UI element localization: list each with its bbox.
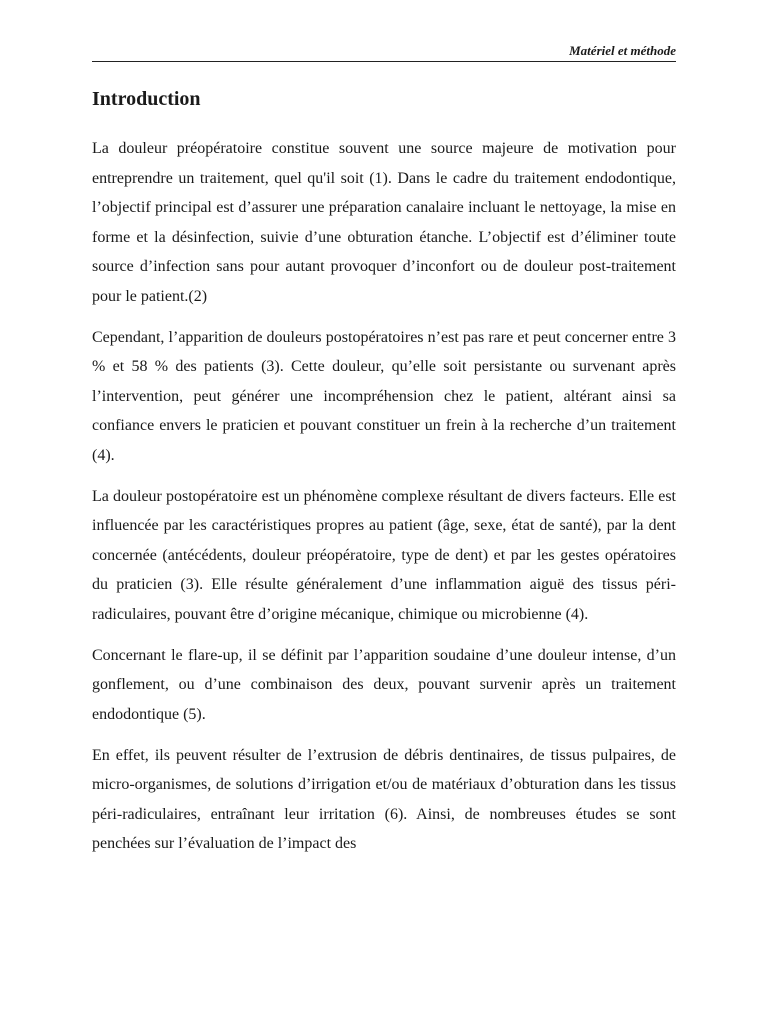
running-header: Matériel et méthode <box>92 42 676 62</box>
paragraph-extrusion: En effet, ils peuvent résulter de l’extrusion de débris dentinaires, de tissus pulpaires, de micro-organismes, de solutions d’irrigation et/ou de matériaux d’obturation dans les tissus péri-radiculaires, entraînant leur irritation (6). Ainsi, de nombreuses études se sont penchées sur l’évaluation de l’impact des <box>92 746 676 852</box>
section-title: Introduction <box>92 88 201 110</box>
paragraph-pain-factors: La douleur postopératoire est un phénomène complexe résultant de divers facteurs. Elle est influencée par les caractéristiques propres au patient (âge, sexe, état de santé), par la dent concernée (antécédents, douleur préopératoire, type de dent) et par les gestes opératoires du praticien (3). Elle résulte généralement d’une inflammation aiguë des tissus péri-radiculaires, pouvant être d’origine mécanique, chimique ou microbienne (4). <box>92 487 676 623</box>
paragraph-postoperative-incidence: Cependant, l’apparition de douleurs postopératoires n’est pas rare et peut concerner entre 3 % et 58 % des patients (3). Cette douleur, qu’elle soit persistante ou survenant après l’intervention, peut générer une incompréhension chez le patient, altérant ainsi sa confiance envers le praticien et pouvant constituer un frein à la recherche d’un traitement (4). <box>92 328 676 464</box>
body-text <box>92 134 676 870</box>
paragraph-preoperative-pain: La douleur préopératoire constitue souvent une source majeure de motivation pour entreprendre un traitement, quel qu'il soit (1). Dans le cadre du traitement endodontique, l’objectif principal est d’assurer une préparation canalaire incluant le nettoyage, la mise en forme et la désinfection, suivie d’une obturation étanche. L’objectif est d’éliminer toute source d’infection sans pour autant provoquer d’inconfort ou de douleur post-traitement pour le patient.(2) <box>92 140 676 305</box>
paragraph-flare-up: Concernant le flare-up, il se définit par l’apparition soudaine d’une douleur intense, d’un gonflement, ou d’une combinaison des deux, pouvant survenir après un traitement endodontique (5). <box>92 646 676 723</box>
